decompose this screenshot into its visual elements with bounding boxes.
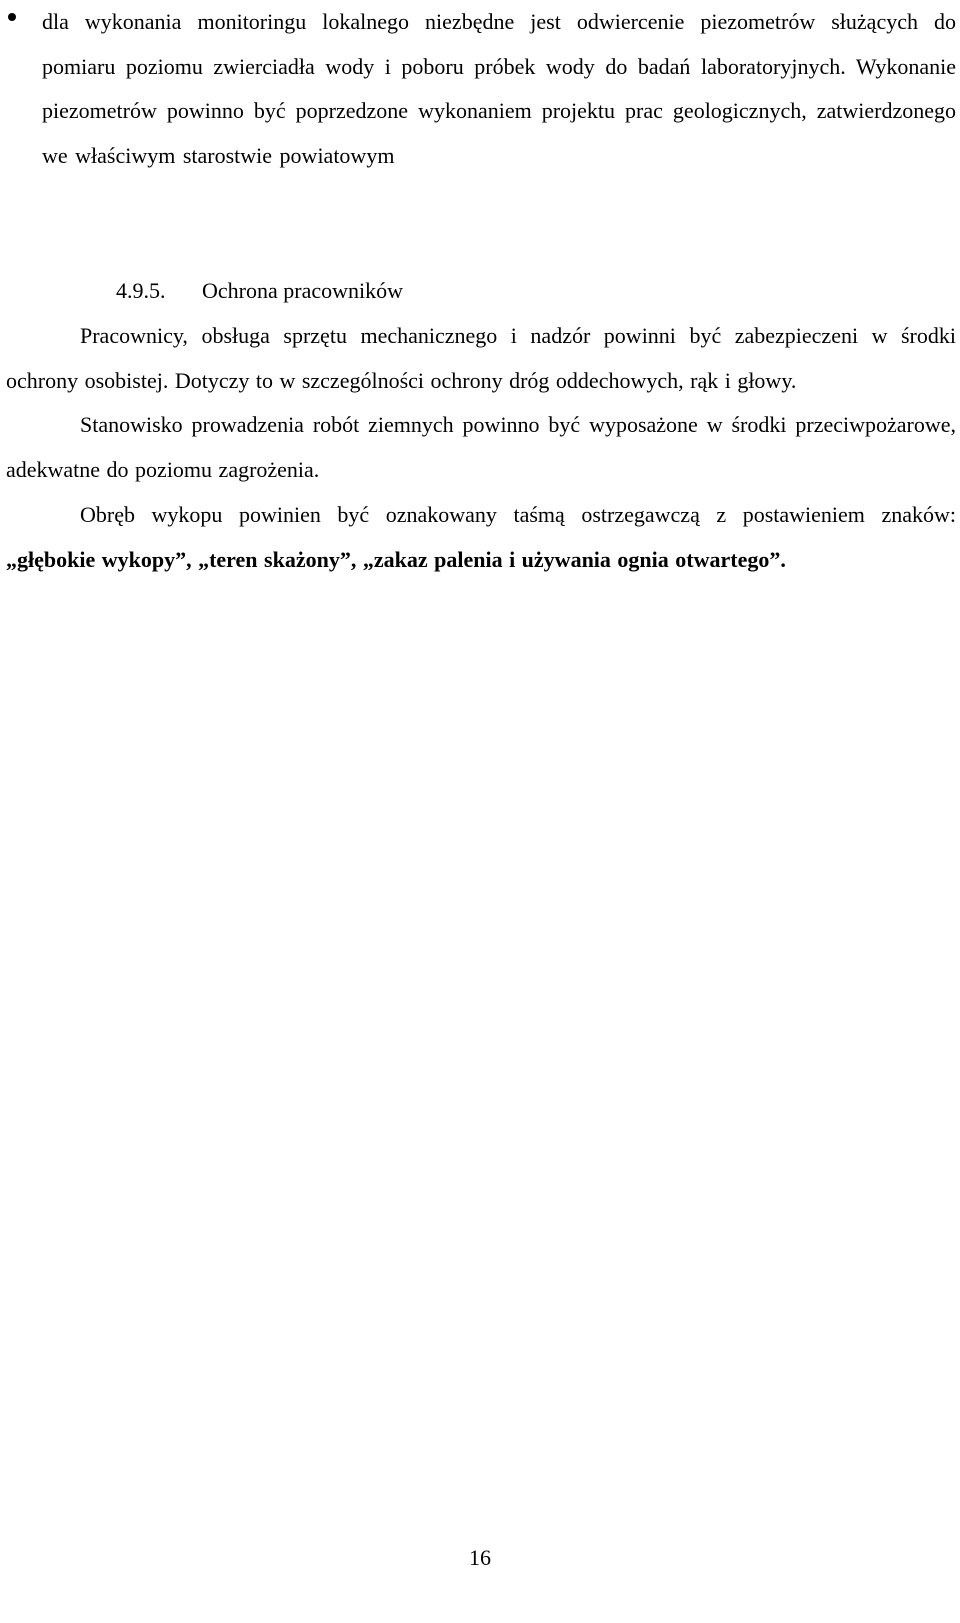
paragraph-protective-equipment: Pracownicy, obsługa sprzętu mechanicznego i nadzór powinni być zabezpieczeni w środki ochrony osobistej. Dotyczy to w szczególności ochrony dróg oddechowych, rąk i głowy. <box>6 323 956 393</box>
bullet-text: dla wykonania monitoringu lokalnego niezbędne jest odwiercenie piezometrów służących do pomiaru poziomu zwierciadła wody i poboru próbek wody do badań laboratoryjnych. Wykonanie piezometrów powinno być poprzedzone wykonaniem projektu prac geologicznych, zatwierdzonego we właściwym starostwie powiatowym <box>42 9 956 168</box>
signage-signs-text: „głębokie wykopy”, „teren skażony”, „zakaz palenia i używania ognia otwartego”. <box>6 546 786 572</box>
section-title: Ochrona pracowników <box>202 278 403 303</box>
page-number: 16 <box>469 1545 491 1570</box>
paragraph-fire-safety: Stanowisko prowadzenia robót ziemnych powinno być wyposażone w środki przeciwpożarowe, adekwatne do poziomu zagrożenia. <box>6 412 956 483</box>
section-number: 4.9.5. <box>116 278 166 303</box>
signage-lead-text: Obręb wykopu powinien być oznakowany taśmą ostrzegawczą z postawieniem znaków: <box>80 501 956 527</box>
section-heading <box>116 271 403 311</box>
paragraph-signage <box>6 493 956 582</box>
bullet-dot-icon <box>8 13 16 21</box>
section-body <box>6 314 956 582</box>
